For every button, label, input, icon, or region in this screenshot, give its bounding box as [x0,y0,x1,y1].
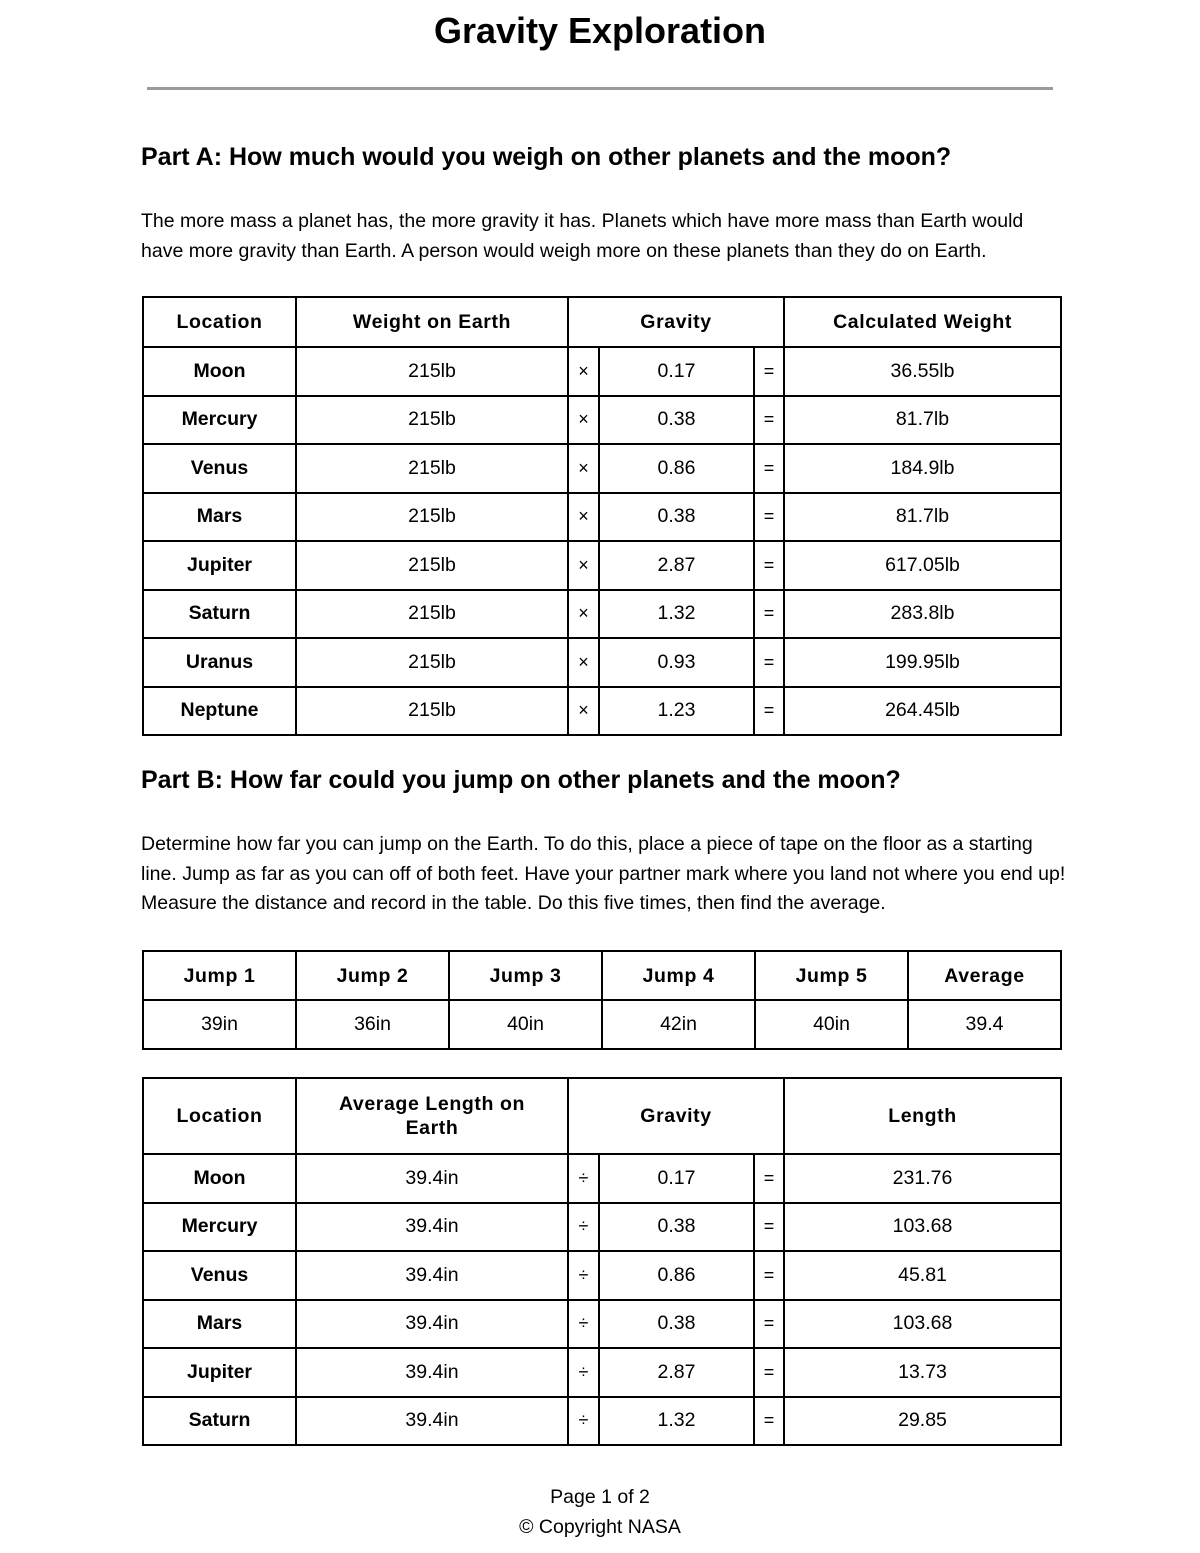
col-header-average-length: Average Length on Earth [296,1078,568,1154]
earth-value-cell: 215lb [296,493,568,542]
jump-header-cell: Average [908,951,1061,1000]
table-row [143,687,1061,736]
equals-cell: = [754,687,784,736]
jump-table-value-row [143,1000,1061,1049]
length-table-header-row [143,1078,1061,1154]
location-cell: Mercury [143,396,296,445]
location-cell: Mercury [143,1203,296,1252]
col-header-location: Location [143,1078,296,1154]
part-a-paragraph: The more mass a planet has, the more gravity it has. Planets which have more mass than Earth would have more gravity than Earth. A person would weigh more on these planets than they do on Earth. [141,210,1024,262]
operator-cell: × [568,687,599,736]
gravity-value-cell: 0.86 [599,1251,754,1300]
jump-header-cell: Jump 1 [143,951,296,1000]
col-header-gravity: Gravity [568,297,784,347]
table-row [143,638,1061,687]
jump-value-cell: 42in [602,1000,755,1049]
operator-cell: × [568,541,599,590]
result-cell: 81.7lb [784,396,1061,445]
gravity-value-cell: 1.32 [599,1397,754,1446]
result-cell: 199.95lb [784,638,1061,687]
location-cell: Saturn [143,1397,296,1446]
operator-cell: × [568,493,599,542]
table-row [143,1397,1061,1446]
result-cell: 231.76 [784,1154,1061,1203]
location-cell: Moon [143,347,296,396]
operator-cell: ÷ [568,1203,599,1252]
result-cell: 617.05lb [784,541,1061,590]
earth-value-cell: 39.4in [296,1397,568,1446]
jump-header-cell: Jump 3 [449,951,602,1000]
table-row [143,1300,1061,1349]
jump-table-header-row [143,951,1061,1000]
earth-value-cell: 215lb [296,396,568,445]
location-cell: Jupiter [143,1348,296,1397]
gravity-value-cell: 0.93 [599,638,754,687]
result-cell: 36.55lb [784,347,1061,396]
equals-cell: = [754,1348,784,1397]
equals-cell: = [754,638,784,687]
equals-cell: = [754,493,784,542]
operator-cell: ÷ [568,1397,599,1446]
earth-value-cell: 39.4in [296,1348,568,1397]
earth-value-cell: 39.4in [296,1154,568,1203]
jump-header-cell: Jump 4 [602,951,755,1000]
table-row [143,347,1061,396]
table-row [143,396,1061,445]
gravity-value-cell: 1.23 [599,687,754,736]
page-title: Gravity Exploration [433,10,767,51]
equals-cell: = [754,1300,784,1349]
operator-cell: ÷ [568,1251,599,1300]
earth-value-cell: 39.4in [296,1300,568,1349]
operator-cell: × [568,590,599,639]
location-cell: Venus [143,444,296,493]
location-cell: Mars [143,1300,296,1349]
col-header-weight-on-earth: Weight on Earth [296,297,568,347]
table-row [143,493,1061,542]
col-header-location: Location [143,297,296,347]
gravity-value-cell: 0.38 [599,1203,754,1252]
earth-value-cell: 215lb [296,638,568,687]
jump-table [142,950,1062,1050]
result-cell: 184.9lb [784,444,1061,493]
earth-value-cell: 215lb [296,590,568,639]
location-cell: Moon [143,1154,296,1203]
result-cell: 29.85 [784,1397,1061,1446]
earth-value-cell: 215lb [296,541,568,590]
gravity-value-cell: 0.38 [599,396,754,445]
gravity-value-cell: 0.17 [599,1154,754,1203]
result-cell: 264.45lb [784,687,1061,736]
jump-header-cell: Jump 2 [296,951,449,1000]
jump-value-cell: 40in [755,1000,908,1049]
table-row [143,1154,1061,1203]
gravity-value-cell: 0.38 [599,1300,754,1349]
location-cell: Venus [143,1251,296,1300]
operator-cell: ÷ [568,1154,599,1203]
earth-value-cell: 39.4in [296,1251,568,1300]
equals-cell: = [754,396,784,445]
operator-cell: × [568,444,599,493]
copyright-notice: © Copyright NASA [519,1516,681,1538]
operator-cell: × [568,396,599,445]
gravity-value-cell: 1.32 [599,590,754,639]
result-cell: 103.68 [784,1300,1061,1349]
jump-value-cell: 40in [449,1000,602,1049]
gravity-value-cell: 0.38 [599,493,754,542]
equals-cell: = [754,1251,784,1300]
table-row [143,541,1061,590]
jump-header-cell: Jump 5 [755,951,908,1000]
earth-value-cell: 215lb [296,687,568,736]
result-cell: 45.81 [784,1251,1061,1300]
equals-cell: = [754,541,784,590]
jump-value-cell: 36in [296,1000,449,1049]
part-a-heading: Part A: How much would you weigh on other planets and the moon? [141,143,952,171]
location-cell: Jupiter [143,541,296,590]
operator-cell: ÷ [568,1300,599,1349]
earth-value-cell: 215lb [296,347,568,396]
table-row [143,444,1061,493]
operator-cell: × [568,347,599,396]
jump-value-cell: 39.4 [908,1000,1061,1049]
operator-cell: × [568,638,599,687]
col-header-gravity: Gravity [568,1078,784,1154]
jump-value-cell: 39in [143,1000,296,1049]
result-cell: 103.68 [784,1203,1061,1252]
part-b-paragraph: Determine how far you can jump on the Earth. To do this, place a piece of tape on the floor as a starting line. Jump as far as you can off of both feet. Have your partner mark where you land not where you end up! Measure the distance and record in the table. Do this five times, then find the average. [141,833,1066,914]
result-cell: 81.7lb [784,493,1061,542]
page-number: Page 1 of 2 [550,1486,650,1508]
gravity-value-cell: 2.87 [599,541,754,590]
col-header-length: Length [784,1078,1061,1154]
location-cell: Neptune [143,687,296,736]
equals-cell: = [754,590,784,639]
table-row [143,1203,1061,1252]
table-row [143,1251,1061,1300]
result-cell: 13.73 [784,1348,1061,1397]
weight-table-header-row [143,297,1061,347]
equals-cell: = [754,1154,784,1203]
table-row [143,1348,1061,1397]
location-cell: Mars [143,493,296,542]
weight-table [142,296,1062,736]
location-cell: Saturn [143,590,296,639]
equals-cell: = [754,444,784,493]
result-cell: 283.8lb [784,590,1061,639]
gravity-value-cell: 0.17 [599,347,754,396]
title-divider [147,87,1053,90]
equals-cell: = [754,1397,784,1446]
part-b-heading: Part B: How far could you jump on other planets and the moon? [141,766,901,794]
col-header-calculated-weight: Calculated Weight [784,297,1061,347]
equals-cell: = [754,1203,784,1252]
earth-value-cell: 215lb [296,444,568,493]
table-row [143,590,1061,639]
location-cell: Uranus [143,638,296,687]
gravity-value-cell: 2.87 [599,1348,754,1397]
gravity-value-cell: 0.86 [599,444,754,493]
earth-value-cell: 39.4in [296,1203,568,1252]
length-table [142,1077,1062,1446]
equals-cell: = [754,347,784,396]
operator-cell: ÷ [568,1348,599,1397]
